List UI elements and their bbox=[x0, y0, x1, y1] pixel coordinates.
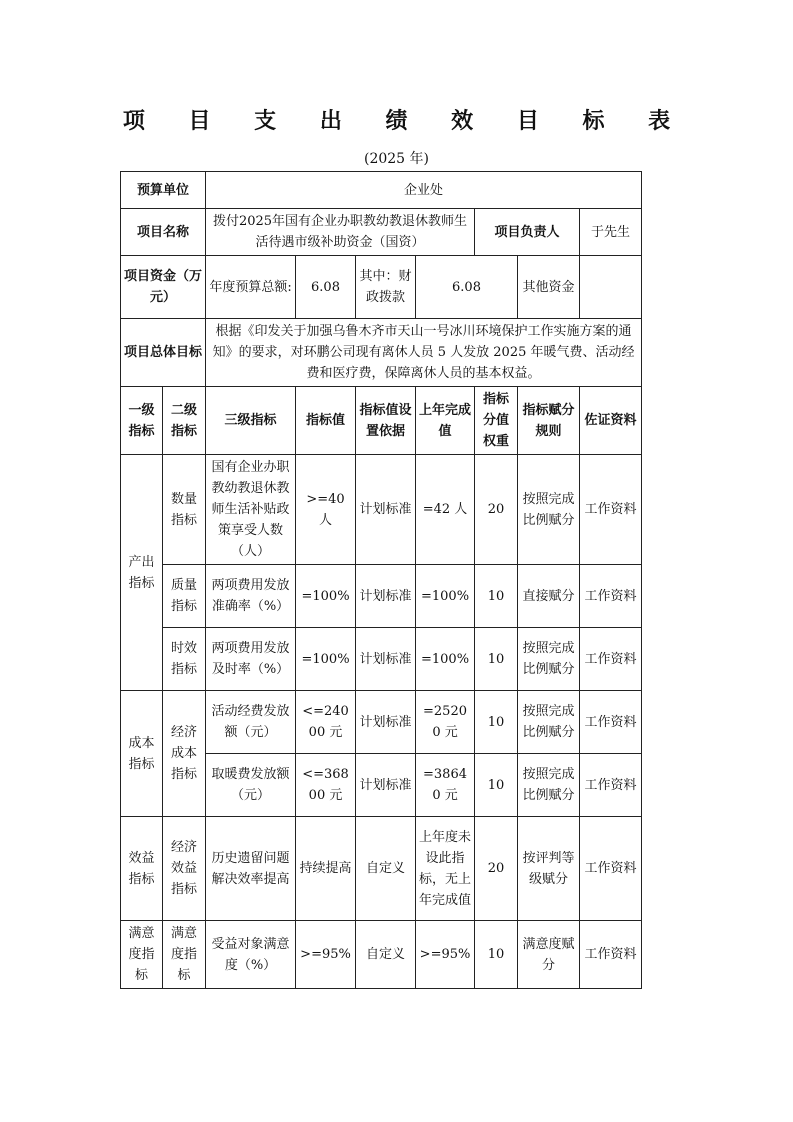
basis-cell: 计划标准 bbox=[356, 565, 416, 628]
unit-label: 预算单位 bbox=[121, 172, 206, 209]
level2-cell: 经济效益指标 bbox=[163, 817, 206, 921]
other-fund-label: 其他资金 bbox=[518, 256, 580, 319]
annual-label: 年度预算总额: bbox=[206, 256, 296, 319]
rule-cell: 按照完成比例赋分 bbox=[518, 455, 580, 565]
header-row bbox=[121, 387, 642, 455]
level3-cell: 国有企业办职教幼教退休教师生活补贴政策享受人数（人） bbox=[206, 455, 296, 565]
level3-cell: 活动经费发放额（元） bbox=[206, 691, 296, 754]
weight-cell: 20 bbox=[475, 455, 518, 565]
page-title: 项 目 支 出 绩 效 目 标 表 bbox=[122, 108, 689, 134]
table-row bbox=[121, 691, 642, 754]
performance-table bbox=[120, 171, 642, 989]
weight-cell: 10 bbox=[475, 628, 518, 691]
header-cell: 二级指标 bbox=[163, 387, 206, 455]
unit-value: 企业处 bbox=[206, 172, 642, 209]
table-row bbox=[121, 817, 642, 921]
fiscal-value: 6.08 bbox=[416, 256, 518, 319]
evidence-cell: 工作资料 bbox=[580, 628, 642, 691]
goal-value: 根据《印发关于加强乌鲁木齐市天山一号冰川环境保护工作实施方案的通知》的要求，对环鹏公司现有离休人员 5 人发放 2025 年暖气费、活动经费和医疗费，保障离休人员的基本权益。 bbox=[206, 319, 642, 387]
owner-label: 项目负责人 bbox=[475, 209, 580, 256]
header-cell: 上年完成值 bbox=[416, 387, 475, 455]
level3-cell: 历史遗留问题解决效率提高 bbox=[206, 817, 296, 921]
level2-cell: 经济成本指标 bbox=[163, 691, 206, 817]
value-cell: <=36800 元 bbox=[296, 754, 356, 817]
fiscal-label: 其中：财政拨款 bbox=[356, 256, 416, 319]
level1-cell: 效益指标 bbox=[121, 817, 163, 921]
weight-cell: 10 bbox=[475, 754, 518, 817]
level2-cell: 质量指标 bbox=[163, 565, 206, 628]
prev-cell: =25200 元 bbox=[416, 691, 475, 754]
rule-cell: 按照完成比例赋分 bbox=[518, 691, 580, 754]
level1-cell: 成本指标 bbox=[121, 691, 163, 817]
level3-cell: 两项费用发放准确率（%） bbox=[206, 565, 296, 628]
evidence-cell: 工作资料 bbox=[580, 455, 642, 565]
weight-cell: 20 bbox=[475, 817, 518, 921]
rule-cell: 直接赋分 bbox=[518, 565, 580, 628]
value-cell: 持续提高 bbox=[296, 817, 356, 921]
prev-cell: =42 人 bbox=[416, 455, 475, 565]
owner-value: 于先生 bbox=[580, 209, 642, 256]
prev-cell: >=95% bbox=[416, 921, 475, 989]
year-subtitle: (2025 年) bbox=[363, 151, 429, 167]
rule-cell: 按评判等级赋分 bbox=[518, 817, 580, 921]
level1-cell: 产出指标 bbox=[121, 455, 163, 691]
level2-cell: 时效指标 bbox=[163, 628, 206, 691]
level2-cell: 满意度指标 bbox=[163, 921, 206, 989]
goal-label: 项目总体目标 bbox=[121, 319, 206, 387]
basis-cell: 计划标准 bbox=[356, 691, 416, 754]
table-row bbox=[121, 455, 642, 565]
basis-cell: 计划标准 bbox=[356, 455, 416, 565]
weight-cell: 10 bbox=[475, 921, 518, 989]
header-cell: 指标值设置依据 bbox=[356, 387, 416, 455]
evidence-cell: 工作资料 bbox=[580, 691, 642, 754]
value-cell: >=95% bbox=[296, 921, 356, 989]
header-cell: 指标值 bbox=[296, 387, 356, 455]
other-fund-value bbox=[580, 256, 642, 319]
value-cell: <=24000 元 bbox=[296, 691, 356, 754]
prev-cell: =38640 元 bbox=[416, 754, 475, 817]
weight-cell: 10 bbox=[475, 691, 518, 754]
level3-cell: 两项费用发放及时率（%） bbox=[206, 628, 296, 691]
basis-cell: 计划标准 bbox=[356, 628, 416, 691]
level3-cell: 受益对象满意度（%） bbox=[206, 921, 296, 989]
rule-cell: 按照完成比例赋分 bbox=[518, 628, 580, 691]
prev-cell: 上年度未设此指标，无上年完成值 bbox=[416, 817, 475, 921]
prev-cell: =100% bbox=[416, 565, 475, 628]
evidence-cell: 工作资料 bbox=[580, 921, 642, 989]
project-name-value: 拨付2025年国有企业办职教幼教退休教师生活待遇市级补助资金（国资） bbox=[206, 209, 475, 256]
basis-cell: 计划标准 bbox=[356, 754, 416, 817]
weight-cell: 10 bbox=[475, 565, 518, 628]
header-cell: 指标赋分规则 bbox=[518, 387, 580, 455]
basis-cell: 自定义 bbox=[356, 921, 416, 989]
table-row bbox=[121, 921, 642, 989]
rule-cell: 按照完成比例赋分 bbox=[518, 754, 580, 817]
basis-cell: 自定义 bbox=[356, 817, 416, 921]
level3-cell: 取暖费发放额（元） bbox=[206, 754, 296, 817]
value-cell: =100% bbox=[296, 565, 356, 628]
evidence-cell: 工作资料 bbox=[580, 754, 642, 817]
prev-cell: =100% bbox=[416, 628, 475, 691]
header-cell: 指标分值权重 bbox=[475, 387, 518, 455]
header-cell: 佐证资料 bbox=[580, 387, 642, 455]
level1-cell: 满意度指标 bbox=[121, 921, 163, 989]
header-cell: 三级指标 bbox=[206, 387, 296, 455]
table-row bbox=[121, 565, 642, 628]
table-row bbox=[121, 628, 642, 691]
value-cell: >=40 人 bbox=[296, 455, 356, 565]
rule-cell: 满意度赋分 bbox=[518, 921, 580, 989]
evidence-cell: 工作资料 bbox=[580, 565, 642, 628]
project-name-label: 项目名称 bbox=[121, 209, 206, 256]
evidence-cell: 工作资料 bbox=[580, 817, 642, 921]
fund-label: 项目资金（万元） bbox=[121, 256, 206, 319]
annual-value: 6.08 bbox=[296, 256, 356, 319]
header-cell: 一级指标 bbox=[121, 387, 163, 455]
level2-cell: 数量指标 bbox=[163, 455, 206, 565]
value-cell: =100% bbox=[296, 628, 356, 691]
